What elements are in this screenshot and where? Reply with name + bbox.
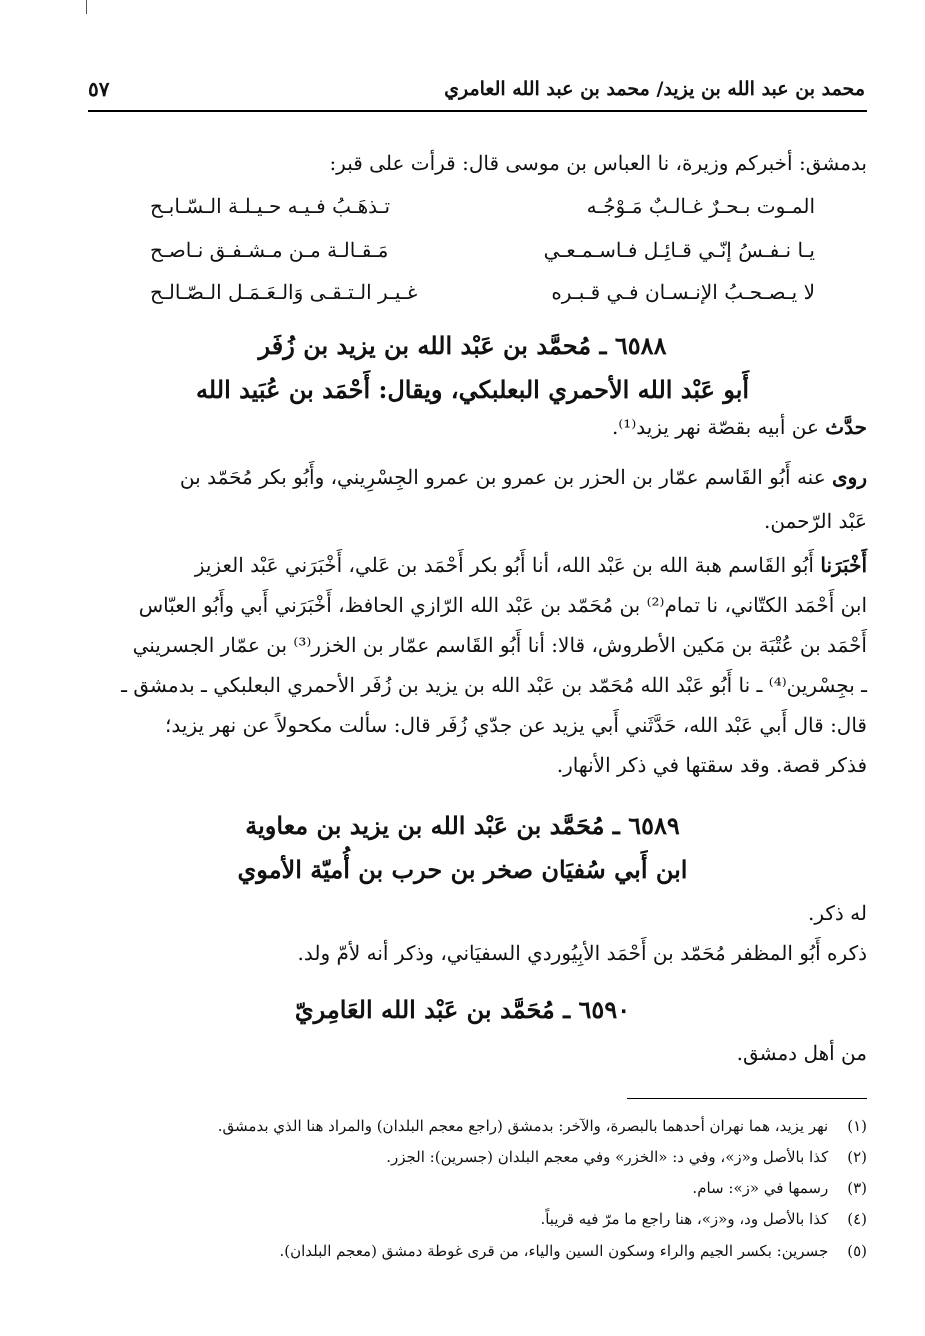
entry-heading-6588: ٦٥٨٨ ـ مُحمَّد بن عَبْد الله بن يزيد بن زُفَر [258,331,667,360]
akhbarana-text: أَبُو القَاسم هبة الله بن عَبْد الله، أنا أَبُو بكر أَحْمَد بن عَلي، أَخْبَرَني عَبْد العزيز [194,553,814,577]
verse-first-hemistich: المـوت بـحـرٌ غـالـبٌ مَـوْجُـه [586,194,815,218]
paragraph-haddath [88,410,867,444]
scan-mark [86,0,87,14]
running-title: محمد بن عبد الله بن يزيد/ محمد بن عبد الله العامري [444,78,865,100]
verse-first-hemistich: لا يـصـحـبُ الإنـسـان فـي قـبـره [551,280,815,304]
haddath-text: عن أبيه بقصّة نهر يزيد⁽¹⁾. [612,415,819,439]
footnote [120,1115,867,1137]
paragraph-line: أَحْمَد بن عُتْبَة بن مَكين الأطروش، قالا: أنا أَبُو القَاسم عمّار بن الخزر⁽³⁾ بن عمّار الجسريني [132,633,867,657]
footnote [120,1240,867,1262]
entry-subheading-6588: أَبو عَبْد الله الأحمري البعلبكي، ويقال: أَحْمَد بن عُبَيد الله [195,375,750,404]
verse-second-hemistich: تـذهَـبُ فـيـه حـيـلـة الـسّـابـح [150,194,391,218]
entry-heading-6590: ٦٥٩٠ ـ مُحَمَّد بن عَبْد الله العَامِريّ [294,995,631,1024]
footnote-number: (٣) [847,1179,867,1197]
rawa-text: عنه أَبُو القَاسم عمّار بن الحزر بن عمرو بن عمرو الجِسْرِيني، وأَبُو بكر مُحَمّد بن [179,465,826,489]
haddath-label: حدَّث [825,415,867,439]
entry-heading-6589-cont: ابن أَبي سُفيَان صخر بن حرب بن أُميّة الأموي [237,855,688,884]
paragraph-line: من أهل دمشق. [736,1041,867,1065]
paragraph-line: فذكر قصة. وقد سقتها في ذكر الأنهار. [556,753,867,777]
paragraph-line: له ذكر. [808,901,867,925]
verse-second-hemistich: مَـقـالـة مـن مـشـفـق نـاصـح [150,238,389,262]
footnote-text: نهر يزيد، هما نهران أحدهما بالبصرة، والآخر: بدمشق (راجع معجم البلدان) والمراد هنا الذي بدمشق. [217,1117,829,1135]
poem-verse [150,228,815,272]
paragraph-rawa-cont: عَبْد الرّحمن. [763,509,867,533]
poem-verse [150,184,815,228]
intro-line: بدمشق: أخبركم وزيرة، نا العباس بن موسى قال: قرأت على قبر: [329,151,867,175]
footnote [120,1146,867,1168]
paragraph-rawa [88,460,867,494]
paragraph-line: قال: قال أَبي عَبْد الله، حَدَّثَني أَبي يزيد عن جدّي زُفَر قال: سألت مكحولاً عن نهر يزيد؛ [165,713,867,737]
footnote-text: كذا بالأصل و«ز»، وفي د: «الخزر» وفي معجم البلدان (جسرين): الجزر. [386,1148,829,1166]
akhbarana-label: أَخْبَرَنا [820,553,867,577]
footnote-text: كذا بالأصل ود، و«ز»، هنا راجع ما مرّ فيه قريباً. [540,1210,829,1228]
page-number: ٥٧ [88,77,110,101]
verse-second-hemistich: غـيـر الـتـقـى وَالـعَـمَـل الـصّـالـح [150,280,418,304]
footnote-text: جسرين: بكسر الجيم والراء وسكون السين والياء، من قرى غوطة دمشق (معجم البلدان). [279,1242,829,1260]
footnote-number: (٢) [847,1148,867,1166]
rawa-label: روى [832,465,867,489]
entry-heading-6589: ٦٥٨٩ ـ مُحَمَّد بن عَبْد الله بن يزيد بن معاوية [245,811,680,840]
header-rule [88,110,867,112]
footnote-rule [627,1098,867,1099]
paragraph-line: ـ بجِسْرين⁽⁴⁾ ـ نا أَبُو عَبْد الله مُحَمّد بن عَبْد الله بن يزيد بن زُفَر الأحمري البعلبكي ـ بدمشق ـ [121,673,867,697]
footnote-text: رسمها في «ز»: سام. [692,1179,829,1197]
poem-verse [150,270,815,314]
page-header [88,72,865,106]
paragraph-line: ذكره أَبُو المظفر مُحَمّد بن أَحْمَد الأبِيُوردي السفيَاني، وذكر أنه لأمّ ولد. [297,941,867,965]
paragraph-akhbarana [88,548,867,582]
footnote-number: (٤) [847,1210,867,1228]
verse-first-hemistich: يـا نـفـسُ إنّـي قـائِـل فـاسـمـعـي [543,238,815,262]
footnote [120,1208,867,1230]
footnote-number: (٥) [847,1242,867,1260]
footnote [120,1177,867,1199]
footnote-number: (١) [847,1117,867,1135]
paragraph-line: ابن أَحْمَد الكتّاني، نا تمام⁽²⁾ بن مُحَمّد بن عَبْد الله الرّازي الحافظ، أَخْبَرَني أَبي وأَبُو العبّاس [138,593,867,617]
